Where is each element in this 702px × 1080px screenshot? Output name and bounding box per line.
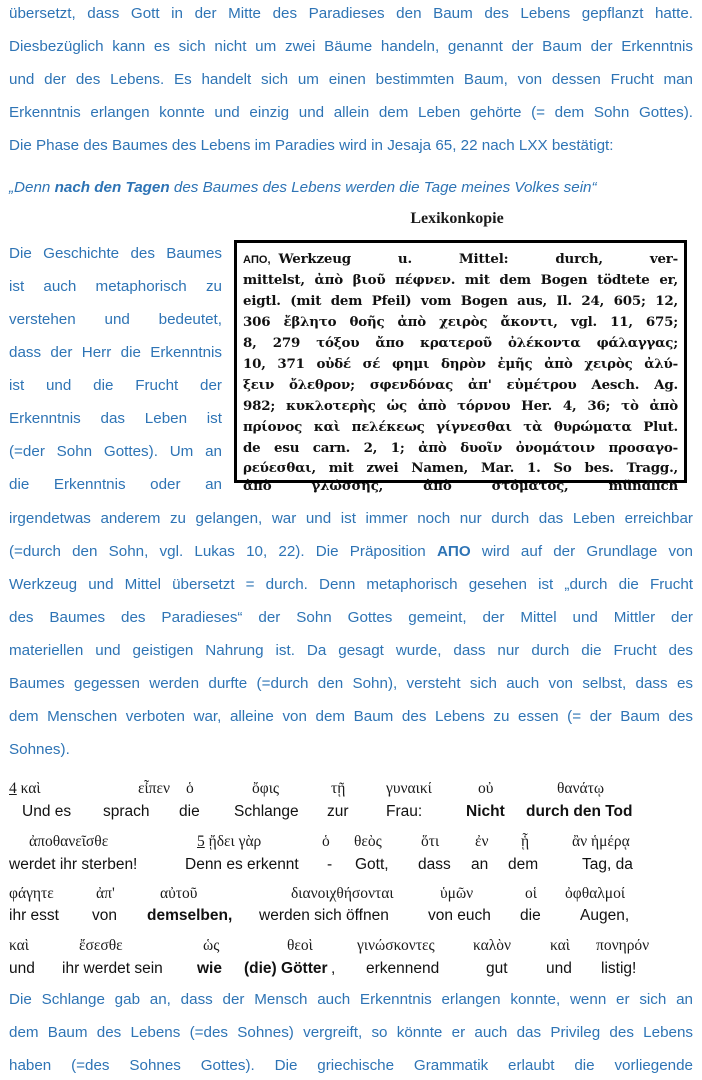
german-word: dass <box>418 856 451 873</box>
german-word: Nicht <box>466 803 505 820</box>
german-word: von <box>92 907 117 924</box>
greek-word: γινώσκοντες <box>357 937 435 954</box>
greek-word: 4 καὶ <box>9 780 41 797</box>
column-line: ist auch metaphorisch zu <box>9 278 222 295</box>
lexikon-line <box>243 248 678 271</box>
german-word: die <box>179 803 200 820</box>
german-word: werdet ihr sterben! <box>9 856 138 873</box>
paragraph-line: Die Schlange gab an, dass der Mensch auch Erkenntnis erlangen konnte, wenn er sich an <box>9 991 693 1008</box>
paragraph-line: materiellen und geistigen Nahrung ist. Da gesagt wurde, dass nur durch die Frucht des <box>9 642 693 659</box>
german-word: wie <box>197 960 222 977</box>
german-word: und <box>546 960 572 977</box>
greek-word: θανάτῳ <box>557 780 605 797</box>
greek-word: ἀπ' <box>96 885 115 902</box>
german-word: , <box>331 960 336 977</box>
greek-word: θεοὶ <box>287 937 313 954</box>
greek-word: γυναικί <box>386 780 432 797</box>
greek-word: ἀποθανεῖσθε <box>29 833 109 850</box>
german-word: an <box>471 856 489 873</box>
german-word: erkennend <box>366 960 440 977</box>
greek-word: καλὸν <box>473 937 512 954</box>
greek-word: εἶπεν <box>138 780 171 797</box>
greek-word: ᾗ <box>521 833 530 850</box>
paragraph-line: haben (=des Sohnes Gottes). Die griechische Grammatik erlaubt die vorliegende <box>9 1057 693 1074</box>
column-line: ist und die Frucht der <box>9 377 222 394</box>
german-word: - <box>327 856 333 873</box>
german-word: sprach <box>103 803 150 820</box>
quote-post: des Baumes des Lebens werden die Tage meines Volkes sein“ <box>169 179 597 196</box>
german-word: Frau: <box>386 803 423 820</box>
lexikon-line: 8, 279 τόξου ἄπο κρατεροῦ ὀλέκοντα φάλαγγας; <box>243 335 678 351</box>
german-word: listig! <box>601 960 637 977</box>
german-word: von euch <box>428 907 491 924</box>
german-word: ihr esst <box>9 907 59 924</box>
lexikon-line: ρεύεσθαι, mit zwei Namen, Mar. 1. So bes. Tragg., <box>243 460 678 476</box>
paragraph-line: irgendetwas anderem zu gelangen, war und ist immer noch nur durch das Leben erreichbar <box>9 510 693 527</box>
german-word: Augen, <box>580 907 630 924</box>
greek-word: ὀφθαλμοί <box>565 885 625 902</box>
lexikon-line: ξειν ὄλεθρον; σφενδόνας ἀπ' εὐμέτρου Aesch. Ag. <box>243 377 678 393</box>
greek-word: θεὸς <box>354 833 382 850</box>
column-line: Die Geschichte des Baumes <box>9 245 222 262</box>
lexikon-heading: Lexikonkopie <box>410 210 504 227</box>
german-word: durch den Tod <box>526 803 633 820</box>
german-word: Schlange <box>234 803 299 820</box>
text-span: (=durch den Sohn, vgl. Lukas 10, 22). Die Präposition <box>9 543 437 560</box>
german-word: zur <box>327 803 349 820</box>
column-line: dass der Herr die Erkenntnis <box>9 344 222 361</box>
quote-pre: „Denn <box>9 179 55 196</box>
german-word: werden sich öffnen <box>259 907 389 924</box>
paragraph-line: übersetzt, dass Gott in der Mitte des Paradieses den Baum des Lebens gepflanzt hatte. <box>9 5 693 22</box>
paragraph-line: dem Menschen verboten war, alleine von dem Baum des Lebens zu essen (= der Baum des <box>9 708 693 725</box>
greek-word: ὄφις <box>252 780 280 797</box>
greek-word: φάγητε <box>9 885 54 902</box>
greek-word: καὶ <box>9 937 29 954</box>
isaiah-quote <box>9 178 597 198</box>
column-line: Erkenntnis das Leben ist <box>9 410 222 427</box>
german-word: (die) Götter <box>244 960 328 977</box>
german-word: demselben, <box>147 907 233 924</box>
lexikon-line: 10, 371 οὐδέ σέ φημι δηρὸν ἐμῆς ἀπὸ χειρὸς ἀλύ- <box>243 356 678 372</box>
german-word: gut <box>486 960 508 977</box>
lexikon-line: πρίονος καὶ πελέκεως γίγνεσθαι τὰ θυρώματα Plut. <box>243 419 678 435</box>
lexikon-label: ΑΠΟ, <box>243 254 271 266</box>
german-word: die <box>520 907 541 924</box>
preposition-apo: ΑΠΟ <box>436 543 471 560</box>
greek-word: ἔσεσθε <box>79 937 123 954</box>
german-word: Tag, da <box>582 856 633 873</box>
lexikon-text: Werkzeug u. Mittel: durch, ver- <box>278 251 678 267</box>
german-word: dem <box>508 856 539 873</box>
german-word: Gott, <box>355 856 389 873</box>
paragraph-line: und der des Lebens. Es handelt sich um einen bestimmten Baum, von dessen Frucht man <box>9 71 693 88</box>
lexikon-scan <box>234 240 687 494</box>
lexikon-line: mittelst, ἀπὸ βιοῦ πέφνεν. mit dem Bogen tödtete er, <box>243 272 678 288</box>
german-word: Und es <box>22 803 72 820</box>
paragraph-line <box>9 542 693 562</box>
greek-word: ἂν ἡμέρᾳ <box>572 833 630 850</box>
lexikon-line: 306 ἔβλητο θοῆς ἀπὸ χειρὸς ἄκοντι, vgl. 11, 675; <box>243 314 678 330</box>
paragraph-line: Baumes gegessen werden durfte (=durch den Sohn), versteht sich auch von selbst, dass es <box>9 675 693 692</box>
greek-word: οὐ <box>478 780 494 797</box>
paragraph-line: Diesbezüglich kann es sich nicht um zwei Bäume handeln, genannt der Baum der Erkenntnis <box>9 38 693 55</box>
greek-word: διανοιχθήσονται <box>291 885 394 902</box>
greek-word: ἐν <box>475 833 489 850</box>
german-word: ihr werdet sein <box>62 960 163 977</box>
interlinear-block <box>0 780 702 980</box>
lexikon-line: ἀπὸ γλώσσης, ἀπὸ στόματος, mündlich <box>243 478 678 494</box>
lexikon-line: 982; κυκλοτερὴς ὡς ἀπὸ τόρνου Her. 4, 36; τὸ ἀπὸ <box>243 398 678 414</box>
german-word: und <box>9 960 35 977</box>
greek-word: αὐτοῦ <box>160 885 198 902</box>
paragraph-line: des Baumes des Paradieses“ der Sohn Gottes gemeint, der Mittel und Mittler der <box>9 609 693 626</box>
greek-word: πονηρόν <box>596 937 650 954</box>
greek-word: ὁ <box>186 780 194 797</box>
greek-word: καὶ <box>550 937 570 954</box>
column-line: (=der Sohn Gottes). Um an <box>9 443 222 460</box>
greek-word: τῇ <box>331 780 346 797</box>
text-span: wird auf der Grundlage von <box>470 543 693 560</box>
greek-word: 5 ᾔδει γὰρ <box>197 833 262 850</box>
greek-word: ὅτι <box>421 833 440 850</box>
greek-word: ὁ <box>322 833 330 850</box>
lexikon-line: eigtl. (mit dem Pfeil) vom Bogen aus, Il. 24, 605; 12, <box>243 293 678 309</box>
column-line: verstehen und bedeutet, <box>9 311 222 328</box>
column-line: die Erkenntnis oder an <box>9 476 222 493</box>
paragraph-line: Werkzeug und Mittel übersetzt = durch. Denn metaphorisch gesehen ist „durch die Frucht <box>9 576 693 593</box>
paragraph-line: Sohnes). <box>9 741 70 758</box>
greek-word: οἱ <box>525 885 537 902</box>
quote-bold: nach den Tagen <box>54 179 170 196</box>
greek-word: ὡς <box>203 937 220 954</box>
lexikon-line: de esu carn. 2, 1; ἀπὸ δυοῖν ὀνομάτοιν προσαγο- <box>243 440 678 456</box>
german-word: Denn es erkennt <box>185 856 299 873</box>
paragraph-line: Die Phase des Baumes des Lebens im Paradies wird in Jesaja 65, 22 nach LXX bestätigt: <box>9 137 614 154</box>
paragraph-line: dem Baum des Lebens (=des Sohnes) vergreift, so könnte er auch das Privileg des Lebens <box>9 1024 693 1041</box>
greek-word: ὑμῶν <box>440 885 474 902</box>
paragraph-line: Erkenntnis erlangen konnte und einzig und allein dem Leben gehörte (= dem Sohn Gottes). <box>9 104 693 121</box>
lexikon-cut-line <box>237 475 684 494</box>
